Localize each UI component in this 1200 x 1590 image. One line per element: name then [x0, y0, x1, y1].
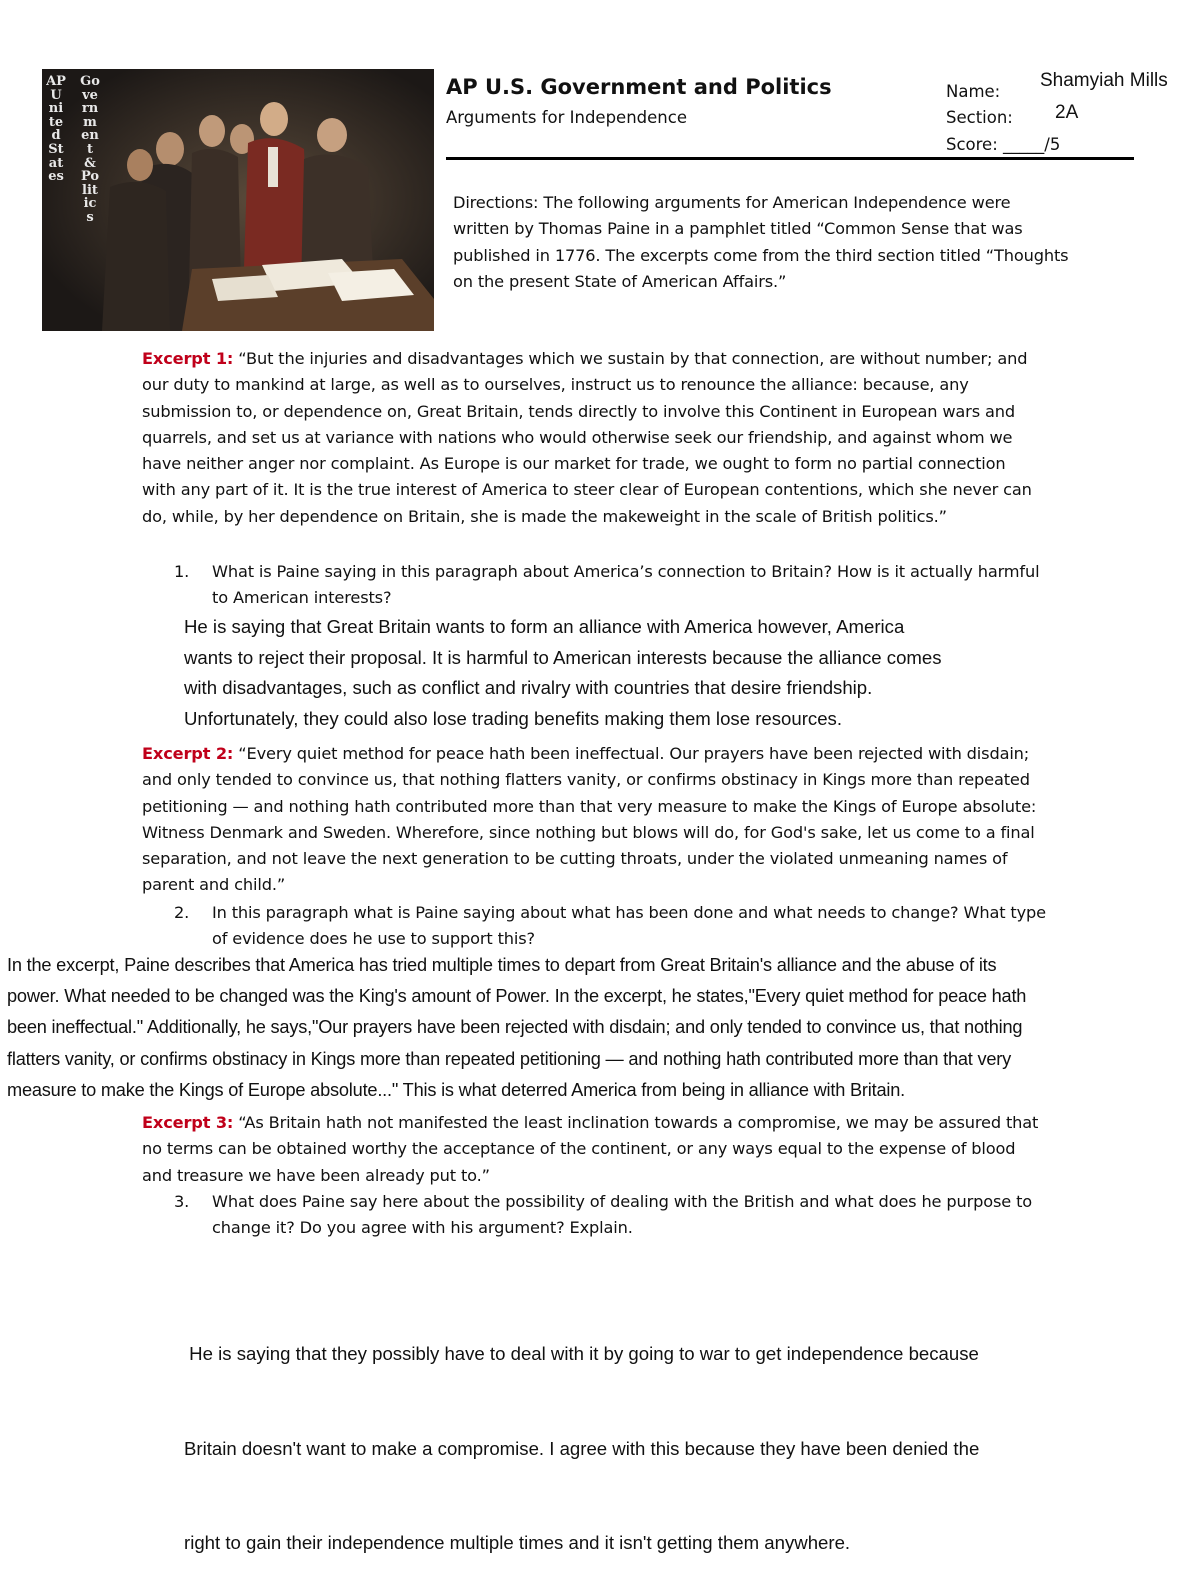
answer-1-line: Unfortunately, they could also lose trading benefits making them lose resources.: [184, 707, 843, 729]
answer-2-line: power. What needed to be changed was the King's amount of Power. In the excerpt, he states,"Every quiet method for peace hath: [7, 986, 1027, 1007]
excerpt-2-line: parent and child.”: [142, 875, 286, 895]
name-value: Shamyiah Mills: [1040, 70, 1168, 91]
question-3: [174, 1189, 1164, 1242]
section-label: Section:: [946, 108, 1013, 127]
question-2-line: of evidence does he use to support this?: [212, 929, 535, 949]
answer-2: [7, 950, 1026, 1106]
excerpt-3: [142, 1110, 1162, 1189]
excerpt-1-line: have neither anger nor complaint. As Europe is our market for trade, we ought to form no partial connection: [142, 454, 1006, 474]
directions-line: written by Thomas Paine in a pamphlet titled “Common Sense that was: [453, 219, 1023, 239]
question-2-number: 2.: [174, 903, 190, 922]
name-label: Name:: [946, 82, 1001, 101]
directions: [453, 190, 1153, 295]
answer-1-line: wants to reject their proposal. It is harmful to American interests because the alliance comes: [184, 646, 942, 668]
answer-3-line: right to gain their independence multiple times and it isn't getting them anywhere.: [184, 1532, 851, 1553]
header-divider: [446, 157, 1134, 160]
excerpt-1-line: our duty to mankind at large, as well as to ourselves, instruct us to renounce the alliance: because, any: [142, 375, 969, 395]
excerpt-3-line: no terms can be obtained worthy the acceptance of the continent, or any ways equal to the expense of blood: [142, 1139, 1016, 1159]
excerpt-1-line: quarrels, and set us at variance with nations who would otherwise seek our friendship, and against whom we: [142, 427, 1013, 447]
question-1-number: 1.: [174, 562, 190, 581]
directions-line: Directions: The following arguments for American Independence were: [453, 193, 1011, 212]
excerpt-1: [142, 346, 1162, 530]
vertical-caption-left: AP United States: [46, 74, 66, 185]
score-label: Score: _____/5: [946, 135, 1061, 154]
excerpt-2-line: Witness Denmark and Sweden. Wherefore, since nothing but blows will do, for God's sake, let us come to a final: [142, 822, 1035, 842]
excerpt-2-line: separation, and not leave the next generation to be cutting throats, under the violated unmeaning names of: [142, 849, 1008, 869]
excerpt-1-line: with any part of it. It is the true interest of America to steer clear of European contentions, which she never can: [142, 480, 1032, 500]
header-painting: [42, 69, 434, 331]
excerpt-2-line: and only tended to convince us, that nothing flatters vanity, or confirms obstinacy in Kings more than repeated: [142, 770, 1030, 790]
answer-2-line: flatters vanity, or confirms obstinacy in Kings more than repeated petitioning — and nothing hath contributed more than that very: [7, 1048, 1012, 1069]
answer-1-line: with disadvantages, such as conflict and rivalry with countries that desire friendship.: [184, 677, 873, 698]
answer-3-line: He is saying that they possibly have to deal with it by going to war to get independence because: [184, 1343, 979, 1364]
answer-2-line: In the excerpt, Paine describes that America has tried multiple times to depart from Great Britain's alliance and the abuse of its: [7, 955, 997, 975]
excerpt-2: [142, 741, 1162, 899]
question-2: [174, 900, 1164, 953]
excerpt-1-line: submission to, or dependence on, Great Britain, tends directly to involve this Continent in European wars and: [142, 401, 1015, 421]
question-3-line: change it? Do you agree with his argument? Explain.: [212, 1218, 633, 1238]
question-3-line: What does Paine say here about the possibility of dealing with the British and what does he purpose to: [212, 1192, 1033, 1211]
directions-line: published in 1776. The excerpts come from the third section titled “Thoughts: [453, 245, 1069, 265]
question-1-line: to American interests?: [212, 588, 392, 608]
answer-3: [184, 1275, 979, 1590]
question-1-line: What is Paine saying in this paragraph about America’s connection to Britain? How is it actually harmful: [212, 562, 1040, 581]
directions-line: on the present State of American Affairs.”: [453, 271, 787, 291]
excerpt-1-line: do, while, by her dependence on Britain, she is made the makeweight in the scale of British politics.”: [142, 506, 947, 526]
question-2-line: In this paragraph what is Paine saying about what has been done and what needs to change? What type: [212, 903, 1046, 922]
answer-1-line: He is saying that Great Britain wants to form an alliance with America however, America: [184, 616, 905, 637]
excerpt-1-line: “But the injuries and disadvantages which we sustain by that connection, are without number; and: [233, 349, 1028, 368]
page-title: AP U.S. Government and Politics: [446, 75, 832, 99]
answer-2-line: measure to make the Kings of Europe absolute..." This is what deterred America from being in alliance with Britain.: [7, 1079, 906, 1100]
question-3-number: 3.: [174, 1192, 190, 1211]
question-1: [174, 559, 1164, 612]
vertical-caption-right: Government & Politics: [80, 74, 100, 225]
excerpt-3-line: “As Britain hath not manifested the least inclination towards a compromise, we may be assured that: [233, 1113, 1039, 1132]
excerpt-2-line: “Every quiet method for peace hath been ineffectual. Our prayers have been rejected with disdain;: [233, 744, 1030, 763]
section-value: 2A: [1055, 102, 1079, 123]
excerpt-2-label: Excerpt 2:: [142, 744, 234, 763]
excerpt-1-label: Excerpt 1:: [142, 349, 234, 368]
answer-3-line: Britain doesn't want to make a compromise. I agree with this because they have been denied the: [184, 1437, 980, 1459]
founders-painting-image: [42, 69, 434, 331]
excerpt-2-line: petitioning — and nothing hath contributed more than that very measure to make the Kings of Europe absolute:: [142, 796, 1037, 816]
answer-2-line: been ineffectual." Additionally, he says,"Our prayers have been rejected with disdain; and only tended to convince us, that nothing: [7, 1017, 1023, 1038]
excerpt-3-line: and treasure we have been already put to.”: [142, 1165, 490, 1185]
answer-1: [184, 612, 942, 734]
page-subtitle: Arguments for Independence: [446, 108, 687, 127]
excerpt-3-label: Excerpt 3:: [142, 1113, 234, 1132]
